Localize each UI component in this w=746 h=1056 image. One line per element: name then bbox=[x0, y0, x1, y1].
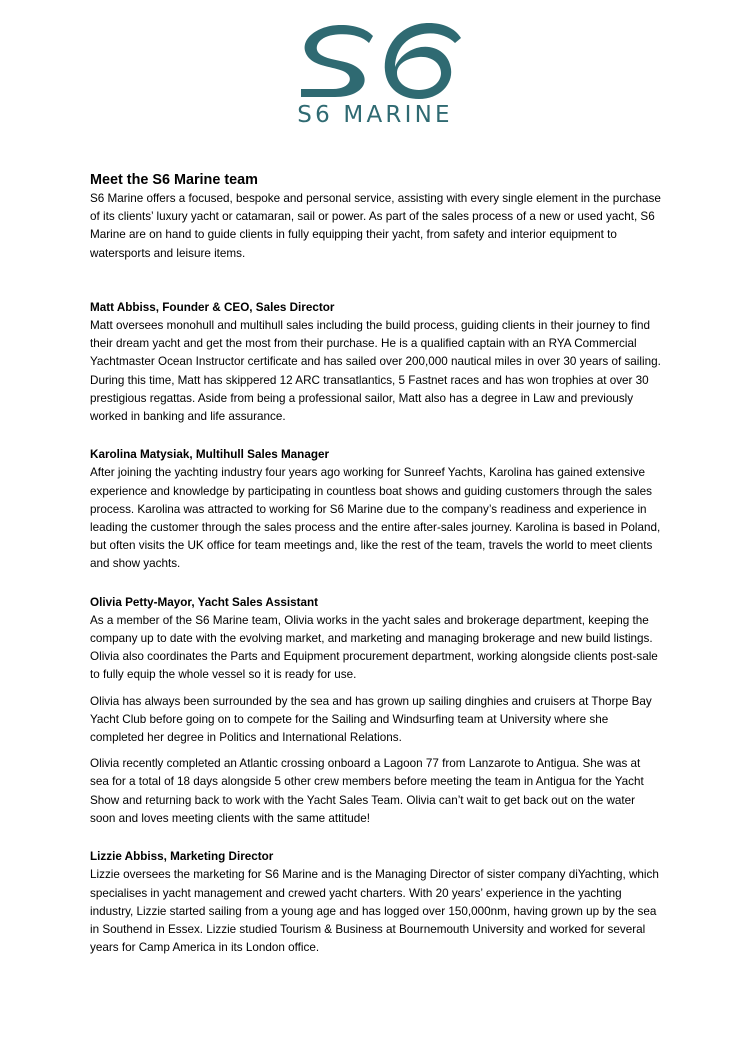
intro-paragraph: S6 Marine offers a focused, bespoke and personal service, assisting with every single element in the purchase of its clients’ luxury yacht or catamaran, sail or power. As part of the sales process of a new or used yacht, S6 Marine are on hand to guide clients in fully equipping their yacht, from safety and interior equipment to watersports and leisure items. bbox=[90, 192, 661, 260]
team-member-name: Olivia Petty-Mayor, Yacht Sales Assistant bbox=[90, 595, 319, 609]
team-member-bio: Matt oversees monohull and multihull sales including the build process, guiding clients in their journey to find their dream yacht and get the most from their purchase. He is a qualified captain with an RYA Commercial Yachtmaster Ocean Instructor certificate and has sailed over 200,000 nautical miles in over 30 years of sailing. During this time, Matt has skippered 12 ARC transatlantics, 5 Fastnet races and has won trophies at over 30 prestigious regattas. Aside from being a professional sailor, Matt also has a degree in Law and previously worked in banking and life assurance. bbox=[90, 319, 661, 424]
team-member-karolina bbox=[90, 446, 662, 573]
team-member-name: Matt Abbiss, Founder & CEO, Sales Director bbox=[90, 300, 335, 314]
team-member-matt bbox=[90, 299, 662, 426]
team-member-lizzie bbox=[90, 848, 662, 957]
team-member-bio: Lizzie oversees the marketing for S6 Marine and is the Managing Director of sister company diYachting, which specialises in yacht management and crewed yacht charters. With 20 years’ experience in the yachting industry, Lizzie started sailing from a young age and has logged over 150,000nm, having grown up by the sea in Southend in Essex. Lizzie studied Tourism & Business at Bournemouth University and worked for several years for Camp America in its London office. bbox=[90, 868, 659, 955]
s6-logo-mark-icon bbox=[285, 15, 465, 103]
team-member-bio: As a member of the S6 Marine team, Olivia works in the yacht sales and brokerage department, keeping the company up to date with the evolving market, and marketing and managing brokerage and new build listings. Olivia also coordinates the Parts and Equipment procurement department, working alongside clients post-sale to fully equip the whole vessel so it is ready for use. bbox=[90, 613, 658, 682]
team-member-bio: Olivia recently completed an Atlantic crossing onboard a Lagoon 77 from Lanzarote to Antigua. She was at sea for a total of 18 days alongside 5 other crew members before meeting the team in Antigua for the Yacht Show and returning back to work with the Yacht Sales Team. Olivia can’t wait to get back out on the water soon and loves meeting clients with the same attitude! bbox=[90, 757, 644, 825]
team-member-bio: Olivia has always been surrounded by the sea and has grown up sailing dinghies and cruisers at Thorpe Bay Yacht Club before going on to compete for the Sailing and Windsurfing team at University where she completed her degree in Politics and International Relations. bbox=[90, 694, 652, 745]
team-member-bio: After joining the yachting industry four years ago working for Sunreef Yachts, Karolina has gained extensive experience and knowledge by participating in countless boat shows and guiding customers through the sales process. Karolina was attracted to working for S6 Marine due to the company’s readiness and experience in leading the customer through the sales process and the entire after-sales journey. Karolina is based in Poland, but often visits the UK office for team meetings and, like the rest of the team, travels the world to meet clients and show yachts. bbox=[90, 466, 661, 571]
team-member-name: Karolina Matysiak, Multihull Sales Manager bbox=[90, 448, 330, 462]
company-logo bbox=[285, 15, 465, 135]
team-member-name: Lizzie Abbiss, Marketing Director bbox=[90, 850, 274, 864]
team-member-olivia bbox=[90, 594, 662, 828]
document-body bbox=[90, 170, 662, 957]
page-title: Meet the S6 Marine team bbox=[90, 172, 258, 188]
logo-wordmark: S6 MARINE bbox=[297, 102, 453, 128]
